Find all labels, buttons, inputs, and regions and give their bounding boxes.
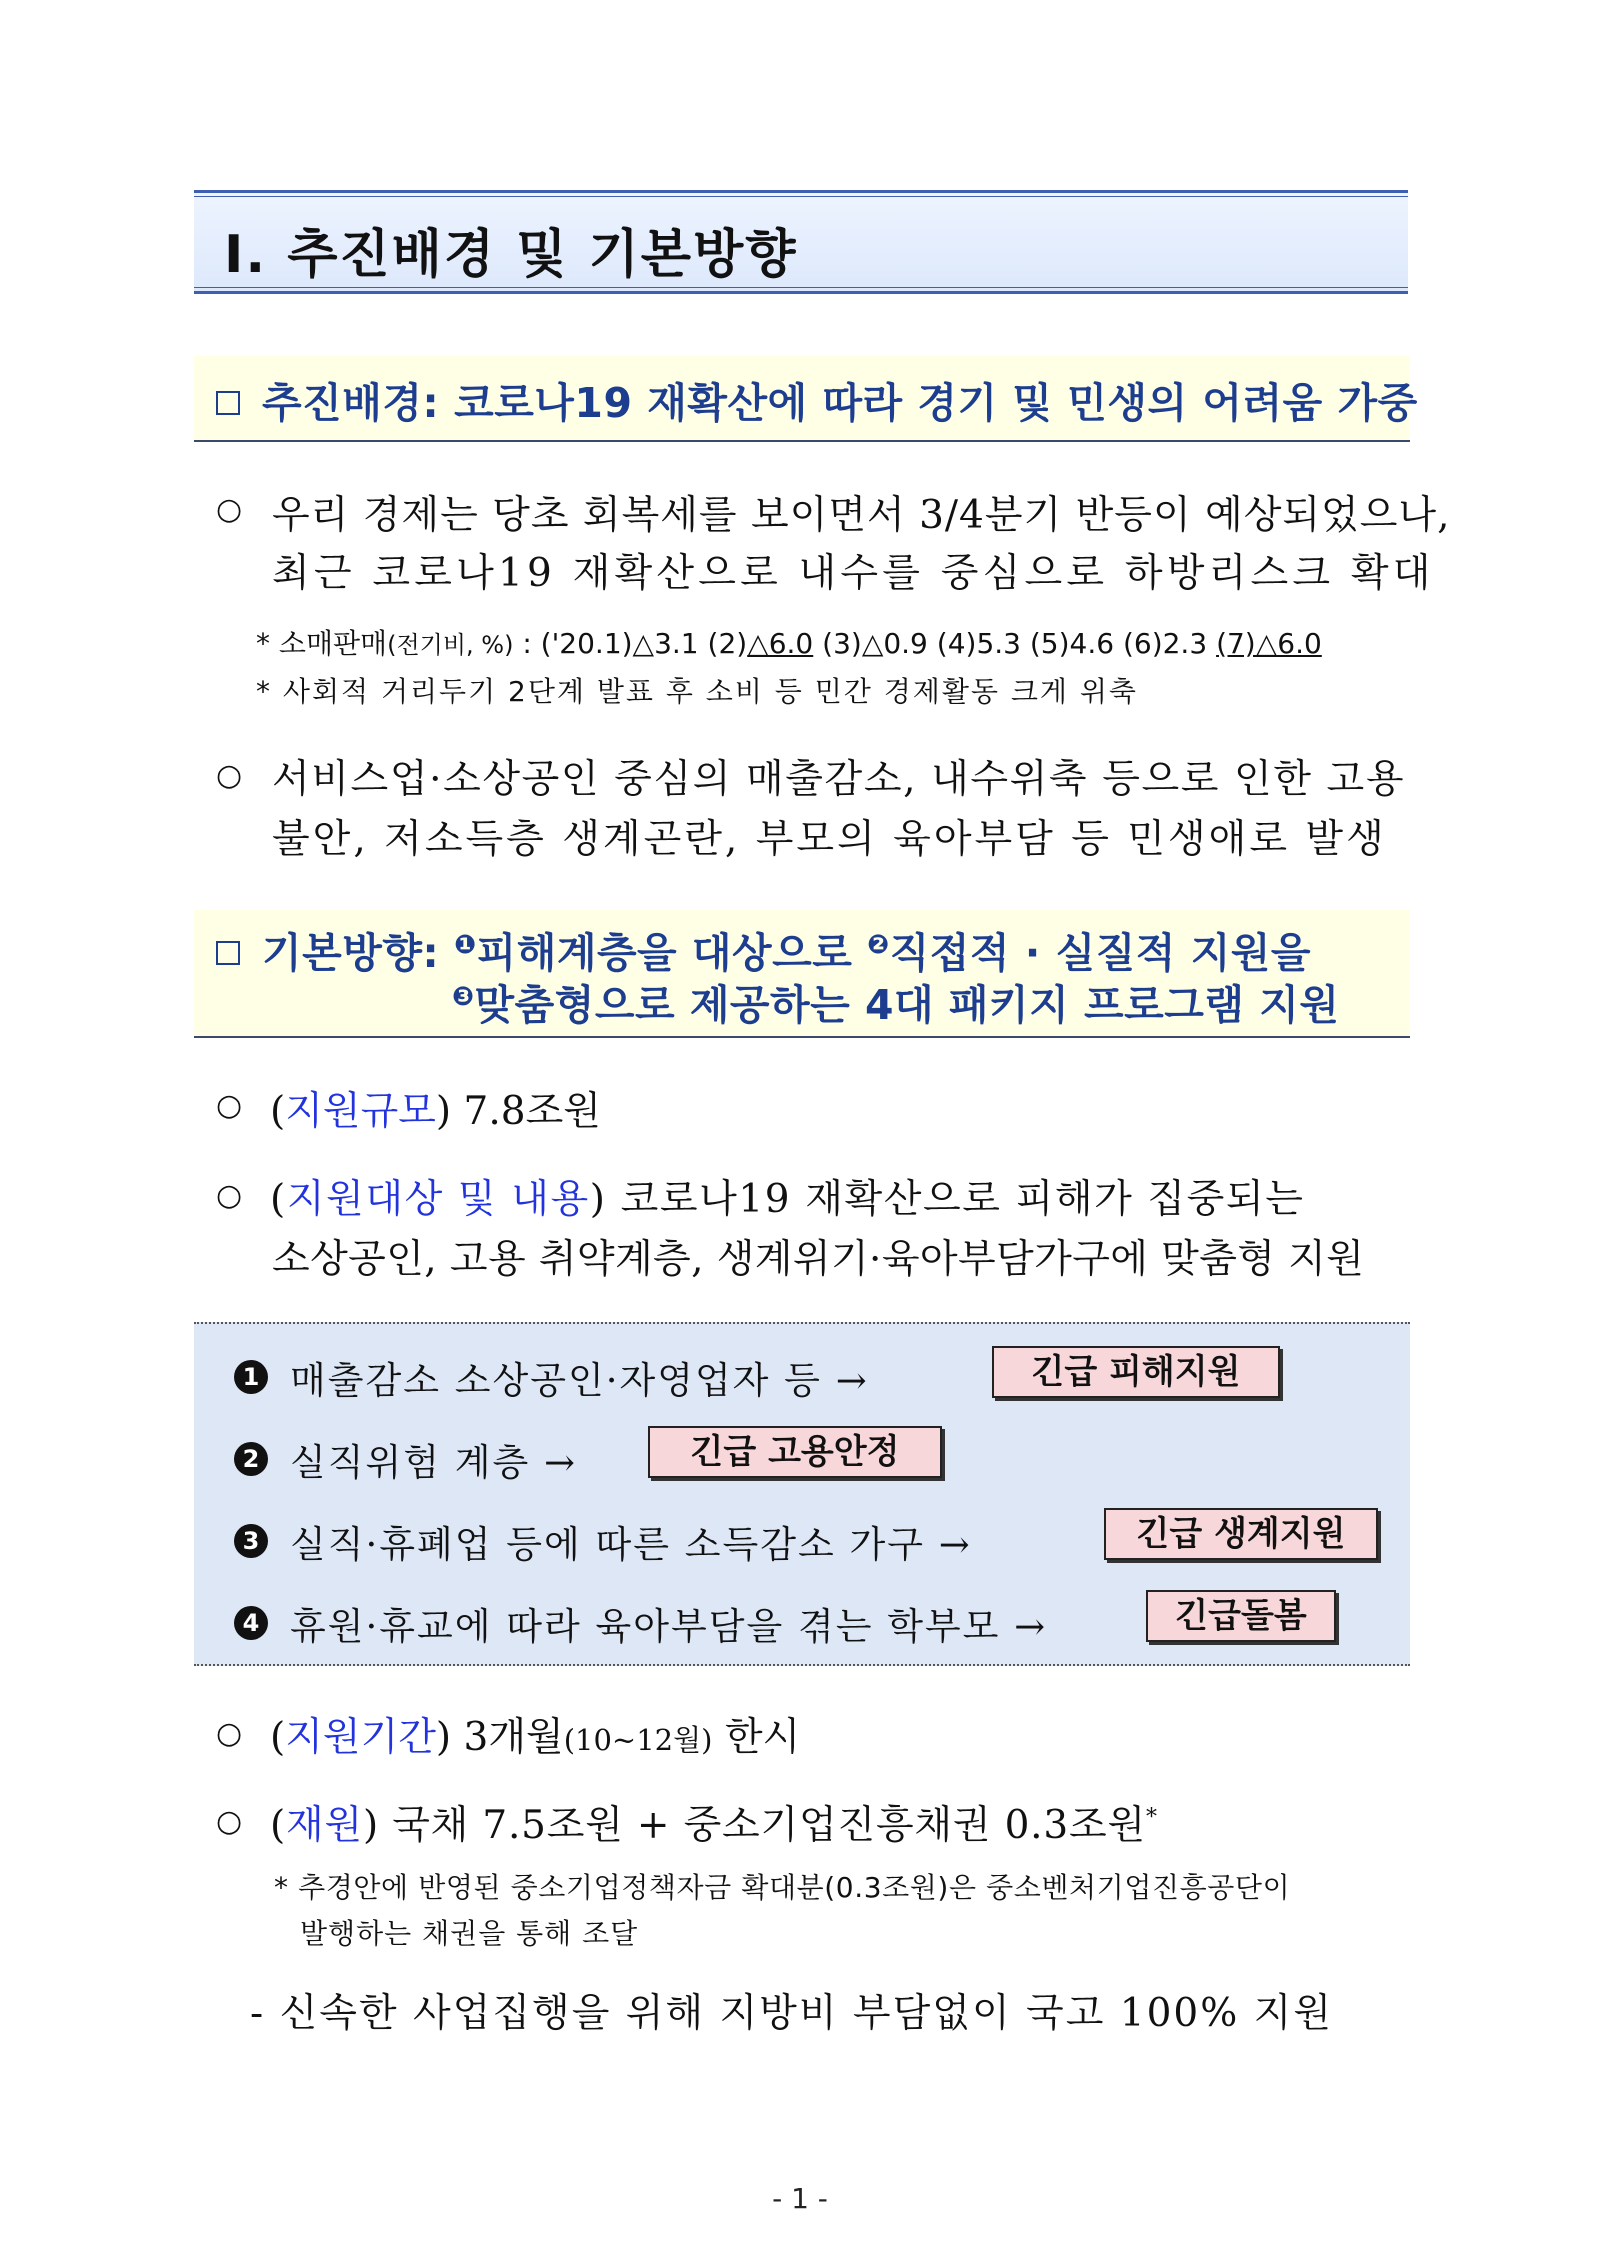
bullet-icon: ○ [216,1178,243,1213]
program-number-1: 1 [234,1360,268,1394]
retail-note-underlined-2: (7)△6.0 [1216,627,1322,660]
checkbox-square-icon [216,391,240,415]
support-scale-value: 7.8조원 [463,1089,601,1134]
retail-sales-note [256,622,1322,662]
bg-bullet-2-line-2: 불안, 저소득층 생계곤란, 부모의 육아부담 등 민생애로 발생 [272,817,1387,862]
program-number-2: 2 [234,1442,268,1476]
support-target-label: 지원대상 및 내용 [286,1177,590,1222]
section-heading-line [216,370,1418,429]
bullet-icon: ○ [216,758,243,793]
circled-three-icon: ❸ [452,982,475,1012]
section-heading-direction [194,910,1410,1038]
program-2-text: 실직위험 계층 → [290,1441,577,1484]
direction-part-3: 맞춤형으로 제공하는 4대 패키지 프로그램 지원 [474,981,1340,1029]
support-scale-label: 지원규모 [285,1089,436,1134]
bullet-icon: ○ [216,1716,243,1751]
title-rule-bottom [194,291,1408,294]
title-rule-bottom-thin [194,287,1408,288]
direction-prefix: 기본방향: [262,929,440,977]
program-4-badge: 긴급돌봄 [1146,1590,1336,1642]
bullet-icon: ○ [216,1804,243,1839]
support-period-value: 3개월 [463,1715,564,1760]
funding-footnote-mark: * [1145,1805,1158,1830]
direction-part-1: 피해계층을 대상으로 [476,929,853,977]
funding-label: 재원 [286,1803,363,1848]
support-target-text: 코로나19 재확산으로 피해가 집중되는 [620,1177,1305,1222]
program-number-3: 3 [234,1524,268,1558]
support-period-detail: (10~12월) [563,1723,713,1757]
retail-note-underlined-1: △6.0 [747,627,814,660]
program-2-badge: 긴급 고용안정 [648,1426,942,1478]
support-period-label: 지원기간 [285,1715,436,1760]
support-scale: (지원규모) 7.8조원 [270,1089,601,1134]
page-number: - 1 - [772,2182,828,2215]
funding-value: 국채 7.5조원 + 중소기업진흥채권 0.3조원 [392,1803,1146,1848]
chapter-title-band [194,190,1408,294]
program-number-4: 4 [234,1606,268,1640]
retail-note-label: * 소매판매 [256,627,388,660]
retail-note-values-b: (3)△0.9 (4)5.3 (5)4.6 (6)2.3 [813,627,1217,660]
circled-two-icon: ❷ [867,930,890,960]
support-target-line-2: 소상공인, 고용 취약계층, 생계위기·육아부담가구에 맞춤형 지원 [272,1237,1365,1282]
retail-note-values-a: : ('20.1)△3.1 (2) [513,627,748,660]
checkbox-square-icon [216,941,240,965]
program-3-badge: 긴급 생계지원 [1104,1508,1378,1560]
bullet-icon: ○ [216,1088,243,1123]
bg-bullet-2-line-1: 서비스업·소상공인 중심의 매출감소, 내수위축 등으로 인한 고용 [272,757,1406,802]
section-heading-text: 추진배경: 코로나19 재확산에 따라 경기 및 민생의 어려움 가중 [262,379,1418,427]
program-3-text: 실직·휴폐업 등에 따른 소득감소 가구 → [290,1523,972,1566]
chapter-title: Ⅰ. 추진배경 및 기본방향 [224,225,798,285]
title-rule-top [194,190,1408,193]
direction-heading-line-2 [452,972,1339,1031]
direction-part-2: 직접적 · 실질적 지원을 [889,929,1312,977]
retail-note-unit: (전기비, %) [387,631,514,659]
bullet-icon: ○ [216,492,243,527]
section-heading-background [194,356,1418,442]
program-1-badge: 긴급 피해지원 [992,1346,1280,1398]
bg-bullet-1-line-1: 우리 경제는 당초 회복세를 보이면서 3/4분기 반등이 예상되었으나, [272,493,1451,538]
program-1-text: 매출감소 소상공인·자영업자 등 → [290,1359,869,1402]
funding-note-line-1: * 추경안에 반영된 중소기업정책자금 확대분(0.3조원)은 중소벤처기업진흥공단이 [274,1871,1291,1904]
title-rule-top-thin [194,196,1408,197]
program-package-box [194,1322,1410,1666]
funding-note-line-2: 발행하는 채권을 통해 조달 [300,1917,639,1950]
support-target-line-1: (지원대상 및 내용) 코로나19 재확산으로 피해가 집중되는 [270,1177,1305,1222]
distancing-note: * 사회적 거리두기 2단계 발표 후 소비 등 민간 경제활동 크게 위축 [256,675,1138,708]
funding-sub-point: - 신속한 사업집행을 위해 지방비 부담없이 국고 100% 지원 [250,1991,1334,2036]
bg-bullet-1-line-2: 최근 코로나19 재확산으로 내수를 중심으로 하방리스크 확대 [272,551,1435,596]
support-period: (지원기간) 3개월(10~12월) 한시 [270,1715,801,1760]
program-4-text: 휴원·휴교에 따라 육아부담을 겪는 학부모 → [290,1605,1048,1648]
circled-one-icon: ❶ [454,930,477,960]
funding: (재원) 국채 7.5조원 + 중소기업진흥채권 0.3조원* [270,1803,1158,1848]
direction-heading-line-1 [216,920,1311,979]
support-period-suffix: 한시 [724,1715,801,1760]
